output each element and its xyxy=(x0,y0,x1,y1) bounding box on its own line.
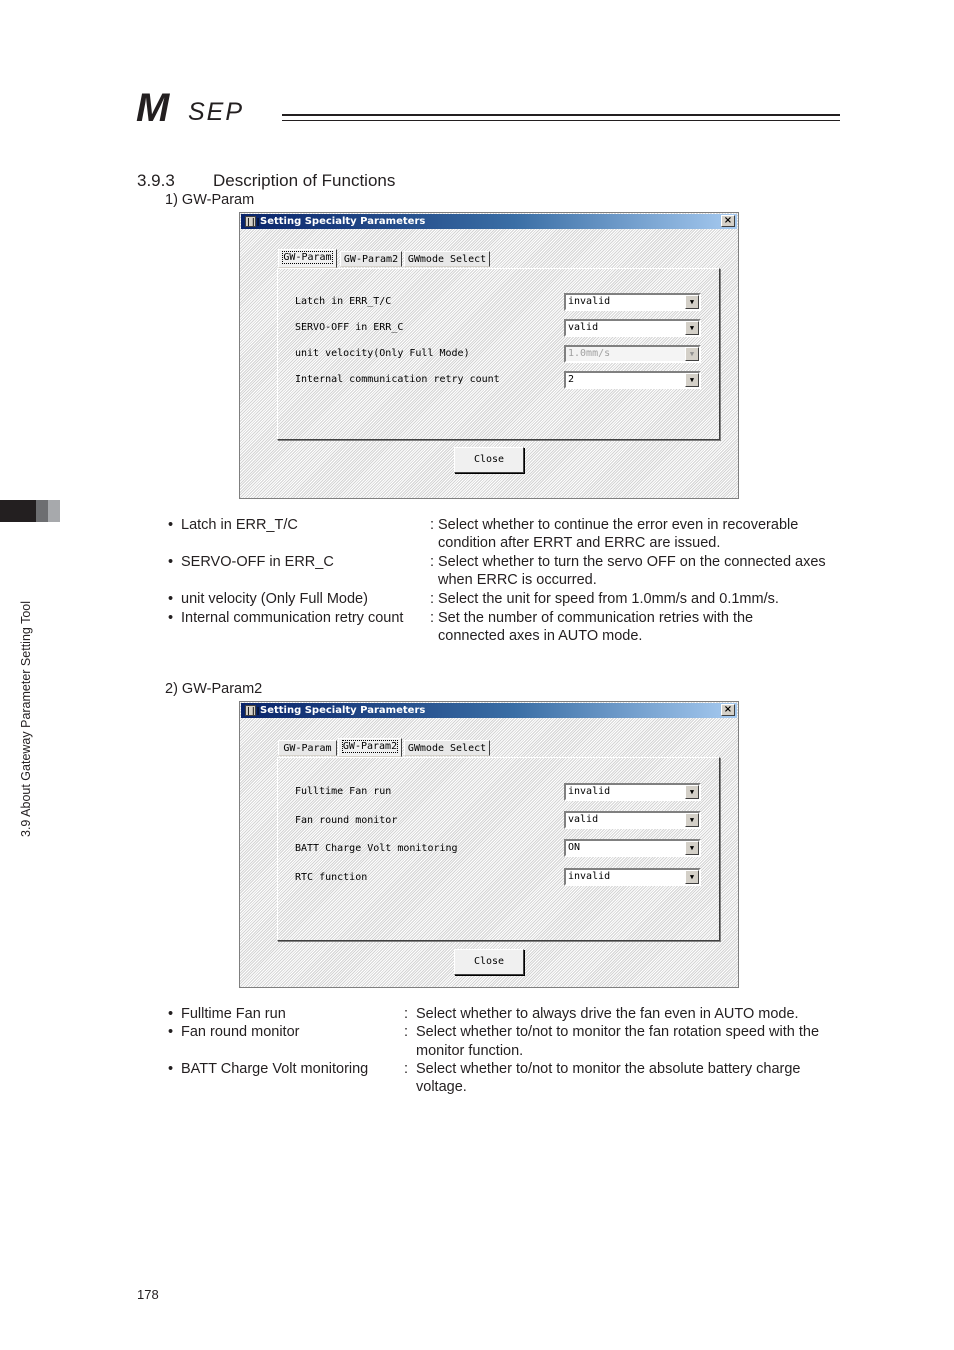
close-button[interactable]: Close xyxy=(454,949,524,975)
dialog-titlebar[interactable] xyxy=(241,214,737,229)
close-button[interactable]: Close xyxy=(454,447,524,473)
chevron-down-icon[interactable]: ▼ xyxy=(685,870,699,884)
logo-sep: SEP xyxy=(188,98,245,126)
section-heading xyxy=(137,171,395,191)
description-list-1 xyxy=(168,516,848,646)
tab-gwmode-select[interactable]: GWmode Select xyxy=(404,251,490,267)
label-rtc-function: RTC function xyxy=(295,872,368,883)
label-latch-in-err-tc: Latch in ERR_T/C xyxy=(295,296,392,307)
tab-gw-param2[interactable]: GW-Param2 xyxy=(338,738,402,757)
select-batt-charge-volt[interactable]: ON ▼ xyxy=(564,839,701,857)
list-item: • Latch in ERR_T/C : Select whether to continue the error even in recoverable condition after ERRT and ERRC are issued. xyxy=(168,517,799,552)
tab-gw-param2[interactable]: GW-Param2 xyxy=(340,251,402,267)
list-item: • Fan round monitor : Select whether to/not to monitor the fan rotation speed with the monitor function. xyxy=(168,1024,820,1059)
label-unit-velocity: unit velocity(Only Full Mode) xyxy=(295,348,470,359)
chevron-down-icon[interactable]: ▼ xyxy=(685,841,699,855)
select-latch-in-err-tc[interactable]: invalid ▼ xyxy=(564,293,701,311)
chevron-down-icon: ▼ xyxy=(685,347,699,361)
chevron-down-icon[interactable]: ▼ xyxy=(685,785,699,799)
tab-gwmode-select[interactable]: GWmode Select xyxy=(404,740,490,756)
chevron-down-icon[interactable]: ▼ xyxy=(685,373,699,387)
chevron-down-icon[interactable]: ▼ xyxy=(685,813,699,827)
header-rule-bottom xyxy=(282,120,840,121)
close-icon[interactable]: × xyxy=(721,215,735,227)
label-servo-off-in-err-c: SERVO-OFF in ERR_C xyxy=(295,322,404,333)
header-rule-top xyxy=(282,114,840,116)
select-servo-off-in-err-c[interactable]: valid ▼ xyxy=(564,319,701,337)
label-batt-charge-volt: BATT Charge Volt monitoring xyxy=(295,843,458,854)
chapter-tab xyxy=(0,500,60,522)
select-fan-round-monitor[interactable]: valid ▼ xyxy=(564,811,701,829)
label-retry-count: Internal communication retry count xyxy=(295,374,500,385)
settings-panel xyxy=(277,757,720,941)
dialog-titlebar[interactable] xyxy=(241,703,737,718)
list-item: • SERVO-OFF in ERR_C : Select whether to turn the servo OFF on the connected axes when ERRC is occurred. xyxy=(168,554,826,589)
dialog-window-gw-param2 xyxy=(239,701,739,988)
section-number: 3.9.3 xyxy=(137,171,175,190)
select-retry-count[interactable]: 2 ▼ xyxy=(564,371,701,389)
list-item: • unit velocity (Only Full Mode) : Select the unit for speed from 1.0mm/s and 0.1mm/s. xyxy=(168,591,779,607)
label-fulltime-fan-run: Fulltime Fan run xyxy=(295,786,392,797)
page-number: 178 xyxy=(137,1287,159,1302)
section-title: Description of Functions xyxy=(213,171,396,190)
dialog-title: Setting Specialty Parameters xyxy=(260,705,426,716)
label-fan-round-monitor: Fan round monitor xyxy=(295,815,398,826)
tab-gw-param[interactable]: GW-Param xyxy=(278,249,337,268)
close-icon[interactable]: × xyxy=(721,704,735,716)
list-item: • BATT Charge Volt monitoring : Select whether to/not to monitor the absolute battery charge voltage. xyxy=(168,1060,801,1096)
list-item: • Fulltime Fan run : Select whether to always drive the fan even in AUTO mode. xyxy=(168,1006,799,1022)
description-list-2 xyxy=(168,1005,848,1097)
msep-logo xyxy=(136,86,296,130)
figure-caption-2: 2) GW-Param2 xyxy=(165,681,263,697)
chevron-down-icon[interactable]: ▼ xyxy=(685,321,699,335)
chevron-down-icon[interactable]: ▼ xyxy=(685,295,699,309)
dialog-title: Setting Specialty Parameters xyxy=(260,216,426,227)
logo-m: M xyxy=(136,86,168,130)
chapter-side-label: 3.9 About Gateway Parameter Setting Tool xyxy=(19,600,33,837)
settings-panel xyxy=(277,268,720,440)
app-icon: ||| xyxy=(246,706,261,715)
list-item: • Internal communication retry count : Set the number of communication retries with the connected axes in AUTO mode. xyxy=(168,610,754,645)
tab-gw-param[interactable]: GW-Param xyxy=(278,740,337,756)
app-icon: ||| xyxy=(246,217,261,226)
figure-caption-1: 1) GW-Param xyxy=(165,192,255,208)
select-fulltime-fan-run[interactable]: invalid ▼ xyxy=(564,783,701,801)
select-unit-velocity: 1.0mm/s ▼ xyxy=(564,345,701,363)
dialog-window-gw-param xyxy=(239,212,739,499)
select-rtc-function[interactable]: invalid ▼ xyxy=(564,868,701,886)
